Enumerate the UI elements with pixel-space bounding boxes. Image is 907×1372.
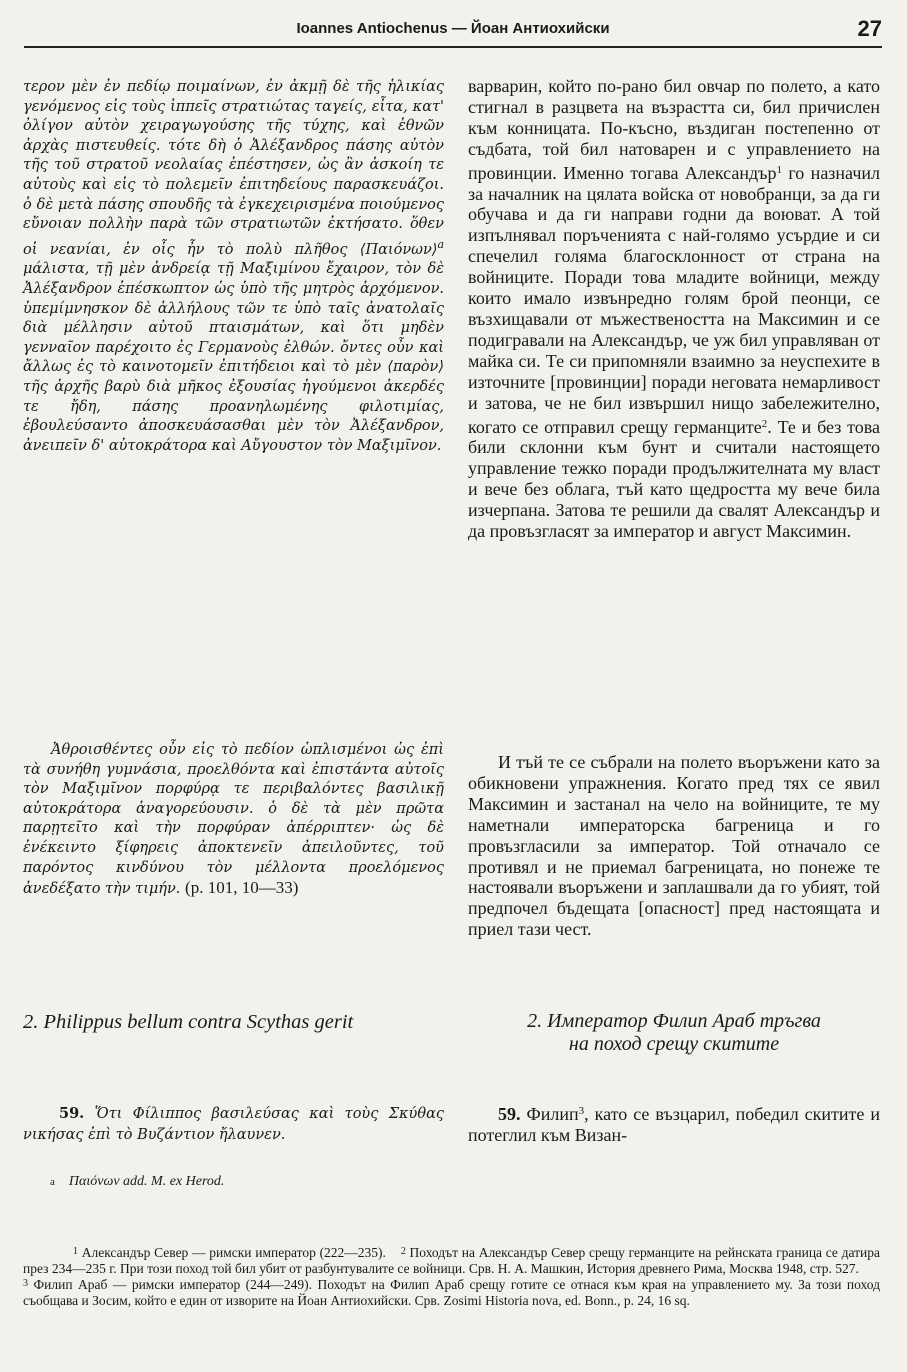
header-rule: [24, 46, 882, 48]
footnote-3: $^3$ Филип Араб — римски император (244—249). Походът на Филип Араб срещу готите се отнася към края на управлението му. За този поход съобщава и Зосим, който е един от изворите на Йоан Антиохийски. Срв. Zosimi Historia nova, ed. Bonn., p. 24, 16 sq.: [23, 1277, 881, 1308]
footnote-1-2: $^1$ Александър Север — римски император (222—235). $^2$ Походът на Александър Север срещу германците на рейнската граница се датира през 234—235 г. При този поход той бил убит от разбунтувалите се войници. Срв. Н. А. Машкин, История древнего Рима, Москва 1948, стр. 527.: [23, 1245, 881, 1276]
greek-paragraph-1: τερον μὲν ἐν πεδίῳ ποιμαίνων, ἐν ἀκμῇ δὲ τῆς ἡλικίας γενόμενος εἰς τοὺς ἱππεῖς στρατιώτας ταγείς, εἶτα, κατ' ὀλίγον αὐτὸν χειραγωγούσης τῆς τύχης, καὶ ἐθνῶν ἀρχὰς πιστευθείς. τότε δὴ ὁ Ἀλέξανδρος πάσης αὐτὸν τῆς τοῦ στρατοῦ νεολαίας ἐπέστησεν, ὡς ἂν ἀσκοίη τε αὐτοὺς καὶ εἰς τὸ πολεμεῖν ἐπιτηδείους παρασκευάζοι. ὁ δὲ μετὰ πάσης σπουδῆς τὰ ἐγκεχειρισμένα ποιούμενος εὔνοιαν πολλὴν παρὰ τῶν στρατιωτῶν ἐκτήσατο. ὅθεν οἱ νεανίαι, ἐν οἷς ἦν τὸ πολὺ πλῆθος ⟨Παιόνων⟩$^a$ μάλιστα, τῇ μὲν ἀνδρείᾳ τῇ Μαξιμίνου ἔχαιρον, τὸν δὲ Ἀλέξανδρον ἐπέσκωπτον ὡς ὑπὸ τῆς μητρὸς ἀρχόμενον. ὑπεμίμνησκον δὲ ἀλλήλους τῶν τε ὑπὸ ταῖς ἀνατολαῖς διὰ μέλλησιν αὐτοῦ πταισμάτων, καὶ ὅτι μηδὲν γενναῖον παρέχοιτο ἐς Γερμανοὺς ἐλθών. ὄντες οὖν καὶ ἄλλως ἐς τὸ καινοτομεῖν ἐπιτήδειοι καὶ τὸ μὲν ⟨παρὸν⟩ τῆς ἀρχῆς βαρὺ διὰ μῆκος ἐξουσίας ἡγούμενοι ἀκερδές τε ἤδη, πάσης προανηλωμένης φιλοτιμίας, ἐβουλεύσαντο ἀποσκευάσασθαι μὲν τὸν Ἀλέξανδρον, ἀνειπεῖν δ' αὐτοκράτορα καὶ Αὔγουστον τὸν Μαξιμῖνον.: [23, 79, 444, 454]
greek-passage-2: [23, 741, 444, 900]
translation-paragraph-1: варварин, който по-рано бил овчар по полето, а като стигнал в разцвета на възрастта си, бил причислен към конницата. По-късно, въздиган постепенно от съдбата, той бил натоварен и с управлението на провинции. Именно тогава Александър$^1$ го назначил за началник на цялата войска от новобранци, за да ги обучава и да ги направи годни да воюват. А той изпълнявал поръченията с най-голямо усърдие и си спечелил голяма благосклонност от страна на войниците. Поради това младите войници, между които имало извънредно голям брой пеонци, се възхищавали от мъжествеността на Максимин и се подигравали на Александър, че уж бил управляван от майка си. Те си припомняли взаимно за неуспехите в източните [провинции] поради неговата немарливост и затова, че не бил извършил нищо забележително, когато се отправил срещу германците$^2$. Те и без това били склонни към бунт и считали настоящето управление тежко поради продължителната му власт и вече без облага, тъй като щедростта му вече била изчерпана. Затова те решили да свалят Александър и да провъзгласят за император и август Максимин.: [468, 76, 880, 542]
source-reference: (p. 101, 10—33): [185, 878, 299, 898]
greek-paragraph-59: 59. Ὅτι Φίλιππος βασιλεύσας καὶ τοὺς Σκύθας νικήσας ἐπὶ τὸ Βυζάντιον ἤλαυνεν.: [23, 1105, 444, 1143]
greek-paragraph-2: Ἀθροισθέντες οὖν εἰς τὸ πεδίον ὡπλισμένοι ὡς ἐπὶ τὰ συνήθη γυμνάσια, προελθόντα καὶ ἐπιστάντα αὐτοῖς τὸν Μαξιμῖνον πορφύρᾳ τε περιβαλόντες βασιλικῇ αὐτοκράτορα ἀναγορεύουσιν. ὁ δὲ τὰ μὲν πρῶτα παρῃτεῖτο καὶ τὴν πορφύραν ἀπέρριπτεν· ὡς δὲ ἐνέκειντο ξίφηρεις ἀποκτενεῖν ἀπειλοῦντες, τοῦ παρόντος κινδύνου τὸν μέλλοντα προελόμενος ἀνεδέξατο τὴν τιμήν. (p. 101, 10—33): [23, 742, 444, 898]
page-header: [24, 16, 882, 48]
section-heading-bulgarian: 2. Император Филип Араб тръгва на поход срещу скитите: [527, 1010, 821, 1055]
section-heading-latin: 2. Philippus bellum contra Scythas gerit: [23, 1011, 354, 1033]
translation-passage-1: [468, 76, 880, 542]
translation-passage-2: [468, 752, 880, 940]
running-title: Ioannes Antiochenus — Йоан Антиохийски: [296, 20, 610, 37]
translation-paragraph-2: И тъй те се събрали на полето въоръжени като за обикновени упражнения. Когато пред тях се явил Максимин и застанал на чело на войниците, те му наметнали императорска багреница и го провъзгласили за император. Той отначало се противял и не приемал багреницата, но понеже те настоявали въоръжени и заплашвали да го убият, той предпочел бъдещата [опасност] пред настоящата и приел тази чест.: [468, 752, 880, 940]
translation-paragraph-59: 59. Филип$^3$, като се възцарил, победил скитите и потеглил към Визан-: [468, 1104, 881, 1145]
greek-passage-1: [23, 78, 444, 456]
page-number: 27: [857, 16, 882, 41]
critical-apparatus: a Παιόνων add. M. ex Herod.: [50, 1174, 225, 1189]
footnotes: [23, 1244, 880, 1308]
